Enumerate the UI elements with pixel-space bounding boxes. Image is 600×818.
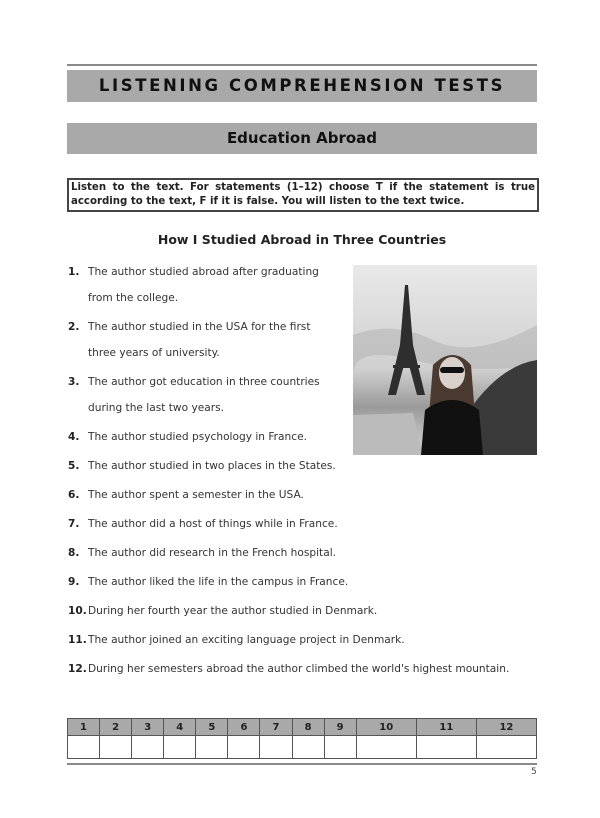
statement-8: 8. The author did research in the French hospital. [68, 547, 337, 559]
answer-cell[interactable] [164, 736, 196, 759]
answer-cell[interactable] [68, 736, 100, 759]
answer-cell[interactable] [476, 736, 536, 759]
answer-grid [67, 718, 537, 759]
answer-grid-header-row: 1 2 3 4 5 6 7 8 9 10 11 12 [68, 719, 537, 736]
statement-12: 12.During her semesters abroad the author climbed the world's highest mountain. [68, 663, 510, 675]
statement-4: 4. The author studied psychology in France. [68, 431, 307, 443]
statement-5: 5. The author studied in two places in the States. [68, 460, 336, 472]
statement-6: 6. The author spent a semester in the USA. [68, 489, 304, 501]
top-rule [67, 64, 537, 66]
topic-title-banner: Education Abroad [67, 123, 537, 154]
statement-number: 1. [68, 266, 80, 278]
page-number: 5 [531, 767, 537, 777]
answer-cell[interactable] [228, 736, 260, 759]
answer-grid-input-row [68, 736, 537, 759]
text-title: How I Studied Abroad in Three Countries [157, 232, 447, 247]
answer-cell[interactable] [196, 736, 228, 759]
answer-cell[interactable] [356, 736, 416, 759]
answer-cell[interactable] [260, 736, 292, 759]
statement-7: 7. The author did a host of things while in France. [68, 518, 338, 530]
statement-9: 9. The author liked the life in the campus in France. [68, 576, 349, 588]
statement-number: 3. [68, 376, 80, 388]
instructions-box: Listen to the text. For statements (1–12) choose T if the statement is true according to the text, F if it is false. You will listen to the text twice. [67, 178, 539, 212]
photo-illustration [353, 265, 537, 455]
statement-3: 3. The author got education in three countries during the last two years. [68, 369, 340, 421]
answer-cell[interactable] [324, 736, 356, 759]
statement-2: 2. The author studied in the USA for the first three years of university. [68, 314, 340, 366]
answer-cell[interactable] [416, 736, 476, 759]
bottom-rule [67, 763, 537, 765]
section-title-banner: LISTENING COMPREHENSION TESTS [67, 70, 537, 102]
statement-11: 11.The author joined an exciting language project in Denmark. [68, 634, 405, 646]
answer-cell[interactable] [132, 736, 164, 759]
eiffel-tower-photo [353, 265, 537, 455]
answer-cell[interactable] [100, 736, 132, 759]
statement-1: 1. The author studied abroad after graduating from the college. [68, 259, 340, 311]
answer-cell[interactable] [292, 736, 324, 759]
statement-number: 2. [68, 321, 80, 333]
statement-10: 10.During her fourth year the author studied in Denmark. [68, 605, 378, 617]
